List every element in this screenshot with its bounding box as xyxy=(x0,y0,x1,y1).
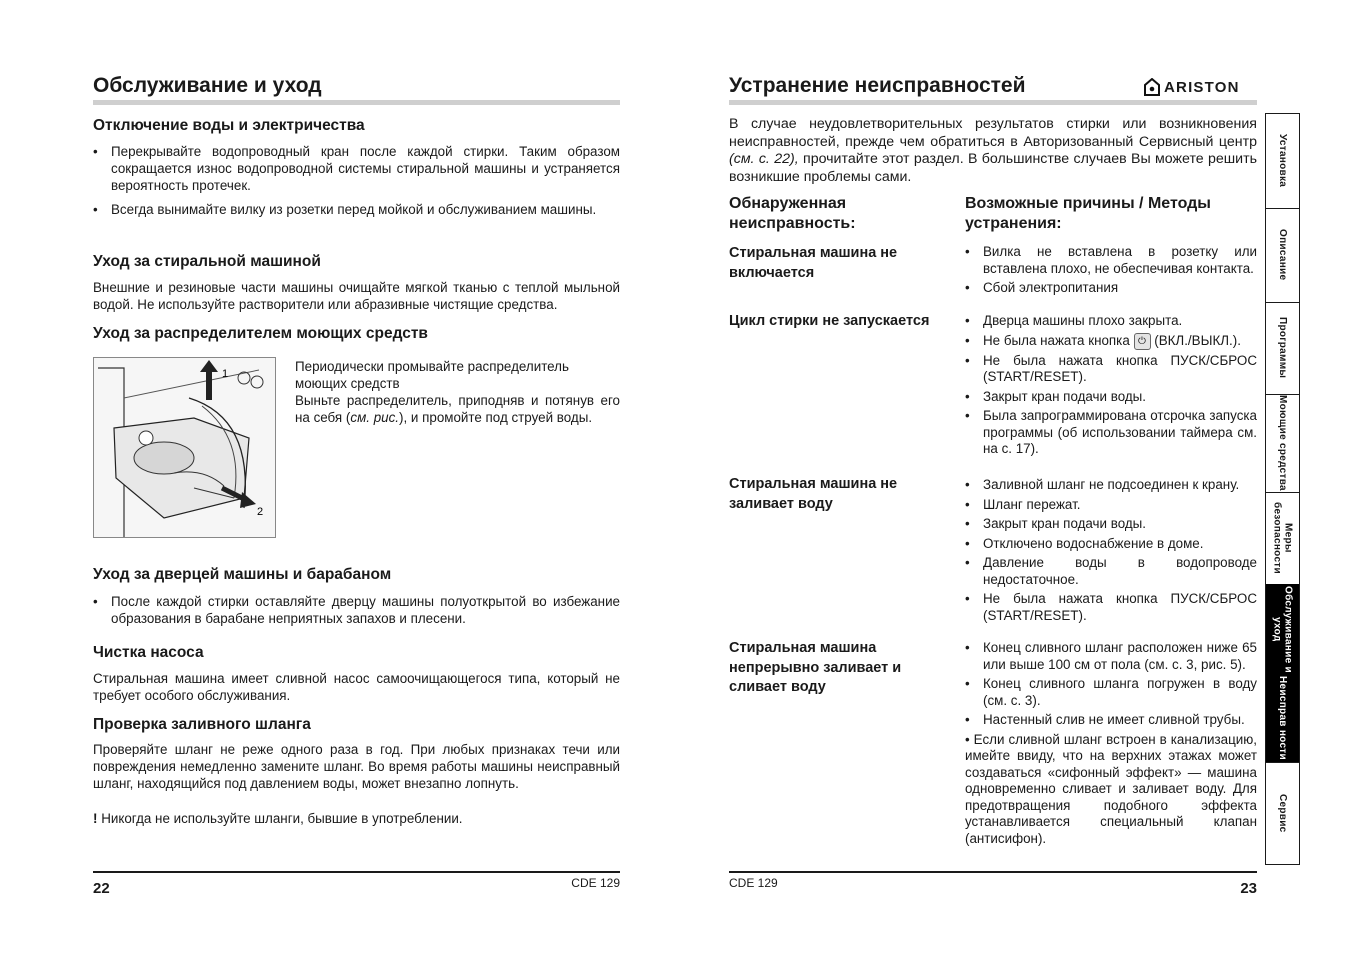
section-heading-water-power: Отключение воды и электричества xyxy=(93,117,365,134)
arrow-up-icon xyxy=(206,370,212,400)
cause-item: • Настенный слив не имеет сливной трубы. xyxy=(965,712,1257,729)
section-water-power xyxy=(93,143,620,225)
section-hose xyxy=(93,741,620,827)
fault-label: Стиральная машина не включается xyxy=(729,245,898,281)
cause-item: • Сбой электропитания xyxy=(965,280,1257,297)
column-header-fault: Обнаруженная неисправность: xyxy=(729,195,856,232)
model-label: CDE 129 xyxy=(571,876,620,890)
footer-rule xyxy=(729,871,1257,873)
paragraph: Периодически промывайте распределитель моющих средств xyxy=(295,359,569,391)
side-tab-label: Моющие средства xyxy=(1277,395,1288,491)
cause-list xyxy=(965,477,1257,627)
power-button-icon: ⏻ xyxy=(1134,333,1151,350)
side-tab-label: Сервис xyxy=(1277,793,1288,833)
house-logo-icon xyxy=(1144,78,1160,96)
bullet-item: • Перекрывайте водопроводный кран после каждой стирки. Таким образом сокращается износ водопроводной системы стиральной машины и устраняется вероятность протечек. xyxy=(93,143,620,194)
cause-item: • Конец сливного шланга погружен в воду (см. с. 3). xyxy=(965,676,1257,709)
brand-name: ARISTON xyxy=(1164,78,1240,96)
side-tab[interactable] xyxy=(1266,584,1299,675)
column-header-causes: Возможные причины / Методы устранения: xyxy=(965,195,1211,232)
fig-label-1: 1 xyxy=(222,368,229,380)
dispenser-illustration xyxy=(93,357,276,538)
cause-list xyxy=(965,244,1257,300)
fault-label: Цикл стирки не запускается xyxy=(729,313,930,329)
cause-item: • Вилка не вставлена в розетку или вставлена плохо, не обеспечивая контакта. xyxy=(965,244,1257,277)
fault-label: Стиральная машина непрерывно заливает и сливает воду xyxy=(729,640,902,695)
side-tab[interactable] xyxy=(1266,762,1299,864)
side-tab[interactable] xyxy=(1266,674,1299,763)
bullet-item: • После каждой стирки оставляйте дверцу машины полуоткрытой во избежание образования в барабане неприятных запахов и плесени. xyxy=(93,593,620,627)
cause-item: • Шланг пережат. xyxy=(965,497,1257,514)
section-heading-pump: Чистка насоса xyxy=(93,644,204,661)
cause-note: • Если сливной шланг встроен в канализацию, имейте ввиду, что на верхних этажах может создаваться «сифонный эффект» — машина одновременно сливает и заливает воду. Для предотвращения подобного эффекта устанавливается специальный клапан (антисифон). xyxy=(965,731,1257,846)
paragraph: Внешние и резиновые части машины очищайте мягкой тканью с теплой мыльной водой. Не используйте растворители или абразивные чистящие средства. xyxy=(93,280,620,312)
section-machine-care xyxy=(93,279,620,313)
cause-list xyxy=(965,640,1257,847)
cause-item: • Конец сливного шланг расположен ниже 65 или выше 100 см от пола (см. с. 3, рис. 5). xyxy=(965,640,1257,673)
side-tab-label: Описание xyxy=(1277,229,1288,281)
cause-item: • Закрыт кран подачи воды. xyxy=(965,516,1257,533)
title-rule xyxy=(93,100,620,105)
section-door-drum xyxy=(93,593,620,634)
cause-item: • Отключено водоснабжение в доме. xyxy=(965,536,1257,553)
side-tab-label: Установка xyxy=(1277,134,1288,188)
side-tab-label: Неисправ ности xyxy=(1277,676,1288,760)
section-heading-dispenser: Уход за распределителем моющих средств xyxy=(93,325,428,342)
cause-list xyxy=(965,313,1257,461)
side-tab-label: Меры безопасности xyxy=(1271,502,1294,574)
fault-label: Стиральная машина не заливает воду xyxy=(729,476,898,512)
side-tab[interactable] xyxy=(1266,394,1299,493)
cause-item: • Не была нажата кнопка ПУСК/СБРОС (START/RESET). xyxy=(965,591,1257,624)
section-heading-door-drum: Уход за дверцей машины и барабаном xyxy=(93,566,392,583)
side-tab[interactable] xyxy=(1266,492,1299,585)
ariston-logo xyxy=(1144,78,1240,96)
dispenser-text xyxy=(295,358,620,426)
page-title: Обслуживание и уход xyxy=(93,74,322,97)
side-tab[interactable] xyxy=(1266,302,1299,395)
section-heading-machine-care: Уход за стиральной машиной xyxy=(93,253,321,270)
fig-label-2: 2 xyxy=(257,506,264,518)
side-tab[interactable] xyxy=(1266,208,1299,303)
page-number: 22 xyxy=(93,880,110,897)
right-page xyxy=(729,0,1257,954)
left-page xyxy=(93,0,620,954)
cause-item: • Закрыт кран подачи воды. xyxy=(965,389,1257,406)
cause-item: • Заливной шланг не подсоединен к крану. xyxy=(965,477,1257,494)
footer-rule xyxy=(93,871,620,873)
cause-item: • Не была нажата кнопка ⏻ (ВКЛ./ВЫКЛ.). xyxy=(965,333,1257,350)
section-tabs xyxy=(1265,113,1300,865)
page-number: 23 xyxy=(1240,880,1257,897)
side-tab-label: Программы xyxy=(1277,317,1288,379)
warning-note: ! Никогда не используйте шланги, бывшие в употреблении. xyxy=(93,811,463,826)
title-rule xyxy=(729,100,1257,105)
paragraph: Выньте распределитель, приподняв и потянув его на себя (см. рис.), и промойте под струей воды. xyxy=(295,393,620,425)
side-tab[interactable] xyxy=(1266,114,1299,209)
paragraph: Стиральная машина имеет сливной насос самоочищающегося типа, который не требует особого обслуживания. xyxy=(93,671,620,703)
intro-paragraph: В случае неудовлетворительных результатов стирки или возникновения неисправностей, прежде чем обратиться в Авторизованный Сервисный центр (см. с. 22), прочитайте этот раздел. В большинстве случаев Вы можете решить возникшие проблемы сами. xyxy=(729,116,1257,185)
cause-item: • Давление воды в водопроводе недостаточное. xyxy=(965,555,1257,588)
cause-item: • Не была нажата кнопка ПУСК/СБРОС (START/RESET). xyxy=(965,353,1257,386)
dispenser-drawing xyxy=(94,358,275,537)
bullet-item: • Всегда вынимайте вилку из розетки перед мойкой и обслуживанием машины. xyxy=(93,201,620,218)
page-title: Устранение неисправностей xyxy=(729,74,1026,97)
side-tab-label: Обслуживание и уход xyxy=(1271,585,1294,673)
section-heading-hose: Проверка заливного шланга xyxy=(93,716,311,733)
section-pump xyxy=(93,670,620,704)
paragraph: Проверяйте шланг не реже одного раза в год. При любых признаках течи или повреждения немедленно замените шланг. Во время работы машины неисправный шланг, находящийся под давлением воды, может внезапно лопнуть. xyxy=(93,742,620,791)
cause-item: • Дверца машины плохо закрыта. xyxy=(965,313,1257,330)
model-label: CDE 129 xyxy=(729,876,778,890)
cause-item: • Была запрограммирована отсрочка запуска программы (об использовании таймера см. на с. 17). xyxy=(965,408,1257,458)
